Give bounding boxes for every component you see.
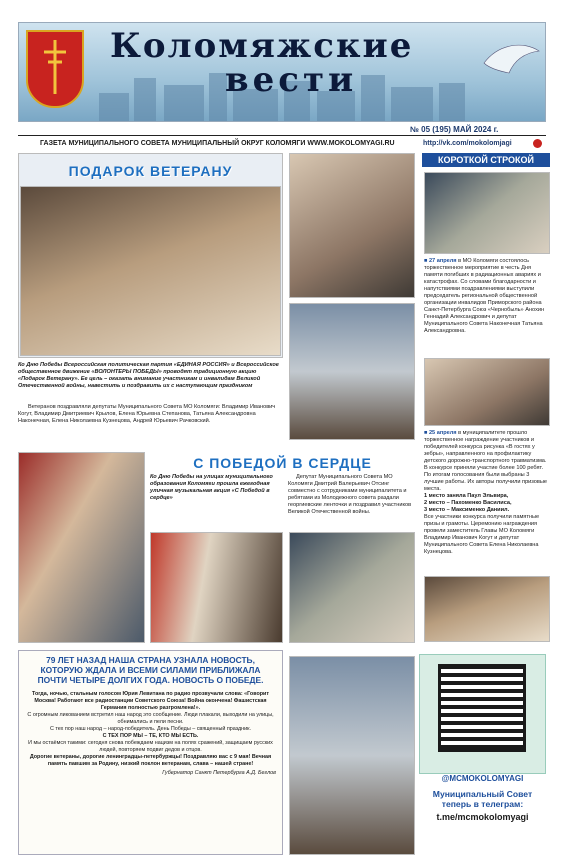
- veteran-photo-2: [289, 303, 415, 440]
- victory-heading: 79 ЛЕТ НАЗАД НАША СТРАНА УЗНАЛА НОВОСТЬ, КОТОРУЮ ЖДАЛА И ВСЕМИ СИЛАМИ ПРИБЛИЖАЛА ПОЧТИ ЧЕТЫРЕ ДОЛГИХ ГОДА. НОВОСТЬ О ПОБЕДЕ.: [37, 655, 264, 685]
- gazette-line: ГАЗЕТА МУНИЦИПАЛЬНОГО СОВЕТА МУНИЦИПАЛЬНЫЙ ОКРУГ КОЛОМЯГИ WWW.MOKOLOMYAGI.RU: [40, 140, 395, 147]
- gift-photo: [20, 186, 281, 356]
- award-photo-2: [424, 576, 550, 642]
- memorial-event-photo: [424, 172, 550, 254]
- item1-text: в МО Коломяги состоялось торжественное мероприятие в честь Дня памяти погибших в радиационных авариях и катастрофах. Со словами благодарности и напутствиями поздравлениями выступили председатель региональной общественной организации инвалидов Приморского района Санкт-Петербурга Союз «Чернобыль» Анохин Геннадий Александрович и депутат Муниципального Совета Наконечная Татьяна Александровна.: [424, 258, 545, 334]
- place-2: 2 место – Пахоменко Василиса,: [424, 500, 512, 506]
- vk-link[interactable]: http://vk.com/mokolomjagi: [423, 140, 512, 147]
- governor-portrait: [289, 656, 415, 855]
- heart-photo-1: [18, 452, 145, 643]
- gift-lead: Ко Дню Победы Всероссийская политическая партия «ЕДИНАЯ РОССИЯ» и Всероссийское общественное движение «ВОЛОНТЕРЫ ПОБЕДЫ» проводят традиционную акцию «Подарок Ветерану». Ее цель – оказать внимание участникам и инвалидам Великой Отечественной войны, навестить и поздравить их с наступающим праздником: [18, 362, 279, 389]
- telegram-title: Муниципальный Совет теперь в телеграм:: [432, 789, 533, 809]
- coat-of-arms-icon: [26, 30, 84, 108]
- short-news-item-1: ■ 27 апреля в МО Коломяги состоялось торжественное мероприятие в честь Дня памяти погибших в радиационных авариях и катастрофах. Со словами благодарности и напутствиями поздравлениями выступили председатель региональной общественной организации инвалидов Приморского района Санкт-Петербурга Союз «Чернобыль» Анохин Геннадий Александрович и депутат Муниципального Совета Наконечная Татьяна Александровна.: [424, 258, 545, 334]
- dove-icon: [484, 45, 539, 73]
- veteran-photo-1: [289, 153, 415, 298]
- heart-photo-2: [150, 532, 283, 643]
- newspaper-title-line1: Коломяжские: [110, 26, 414, 66]
- short-news-item-2: ■ 25 апреля в муниципалитете прошло торжественное награждение участников и победителей конкурса рисунка «В гостях у зебры», направленного на профилактику детского дорожно-транспортного травматизма. В конкурсе приняли участие более 100 ребят. По итогам голосования были выбраны 3 лучшие работы. Их авторы получили призовые места. 1 место заняла Паул Эльвира, 2 место – Пахоменко Василиса, 3 место – Максименко Даниил. Все участники конкурса получили памятные призы и грамоты. Церемонию награждения провели заместитель Главы МО Коломяги Владимир Иванович Когут и депутат Муниципального Совета Елена Николаевна Кузнецова.: [424, 430, 550, 556]
- divider: [18, 135, 546, 136]
- place-3: 3 место – Максименко Даниил.: [424, 507, 510, 513]
- item2-end: Все участники конкурса получили памятные призы и грамоты. Церемонию награждения провели заместитель Главы МО Коломяги Владимир Иванович Когут и депутат Муниципального Совета Елена Николаевна Кузнецова.: [424, 514, 540, 555]
- newspaper-title-line2: вести: [225, 60, 358, 100]
- issue-number: № 05 (195) МАЙ 2024 г.: [410, 125, 499, 134]
- item2-text: в муниципалитете прошло торжественное награждение участников и победителей конкурса рисунка «В гостях у зебры», направленного на профилактику детского дорожно-транспортного травматизма. В конкурсе приняли участие более 100 ребят. По итогам голосования были выбраны 3 лучшие работы. Их авторы получили призовые места.: [424, 430, 548, 492]
- vk-icon: [533, 139, 542, 148]
- victory-p6: Дорогие ветераны, дорогие ленинградцы-петербуржцы! Поздравляю вас с 9 мая! Вечная память павшим за Родину, низкий поклон ветеранам, слава – нашей стране!: [29, 754, 272, 767]
- short-news-heading: КОРОТКОЙ СТРОКОЙ: [422, 153, 550, 167]
- victory-signature: Губернатор Санкт Петербурга А.Д. Беглов: [162, 770, 276, 776]
- heart-photo-3: [289, 532, 415, 643]
- victory-p5: И мы остаёмся такими: сегодня снова побеждаем нацизм на полях сражений, защищаем русских людей, повторяем подвиг дедов и отцов.: [28, 740, 273, 753]
- victory-article: [18, 650, 283, 855]
- gift-heading: ПОДАРОК ВЕТЕРАНУ: [68, 163, 233, 179]
- heart-body: Депутат Муниципального Совета МО Коломяги Дмитрий Валерьевич Отсинг совместно с сотрудниками муниципалитета и ребятами из Молодежного совета раздали георгиевские ленточки и поздравил участников Великой Отечественной войны.: [288, 474, 412, 515]
- victory-p3: С тех пор наш народ – народ-победитель. День Победы – священный праздник.: [49, 726, 252, 732]
- heart-lead: Ко Дню Победы на улицах муниципального образования Коломяги прошла ежегодная уличная музыкальная акция «С Победой в сердце»: [150, 474, 273, 501]
- telegram-handle: @MCMOKOLOMYAGI: [441, 774, 524, 783]
- telegram-link[interactable]: t.me/mcmokolomyagi: [436, 812, 529, 822]
- victory-p2: С огромным ликованием встретил наш народ это сообщение. Люди плакали, выходили на улицы, обнимались и пели песни.: [27, 712, 274, 725]
- item1-date: 27 апреля: [428, 258, 457, 264]
- award-photo-1: [424, 358, 550, 426]
- item2-date: 25 апреля: [428, 430, 457, 436]
- place-1: 1 место заняла Паул Эльвира,: [424, 493, 509, 499]
- qr-code-icon[interactable]: [438, 664, 526, 752]
- heart-heading: С ПОБЕДОЙ В СЕРДЦЕ: [193, 455, 372, 471]
- gift-body: Ветеранов поздравляли депутаты Муниципального Совета МО Коломяги: Владимир Иванович Когут, Владимир Дмитриевич Крылов, Елена Юрьевна Степанова, Татьяна Александровна Наконечная, Елена Николаевна Кузнецова, Андрей Юрьевич Рачковский.: [18, 404, 276, 424]
- victory-p4: С ТЕХ ПОР МЫ – ТЕ, КТО МЫ ЕСТЬ.: [102, 733, 199, 739]
- victory-p1: Тогда, ночью, стальным голосом Юрия Левитана по радио прозвучали слова: «Говорит Москва! Работают все радиостанции Советского Союза! Война окончена! Фашистская Германия полностью разгромлена!».: [32, 691, 269, 711]
